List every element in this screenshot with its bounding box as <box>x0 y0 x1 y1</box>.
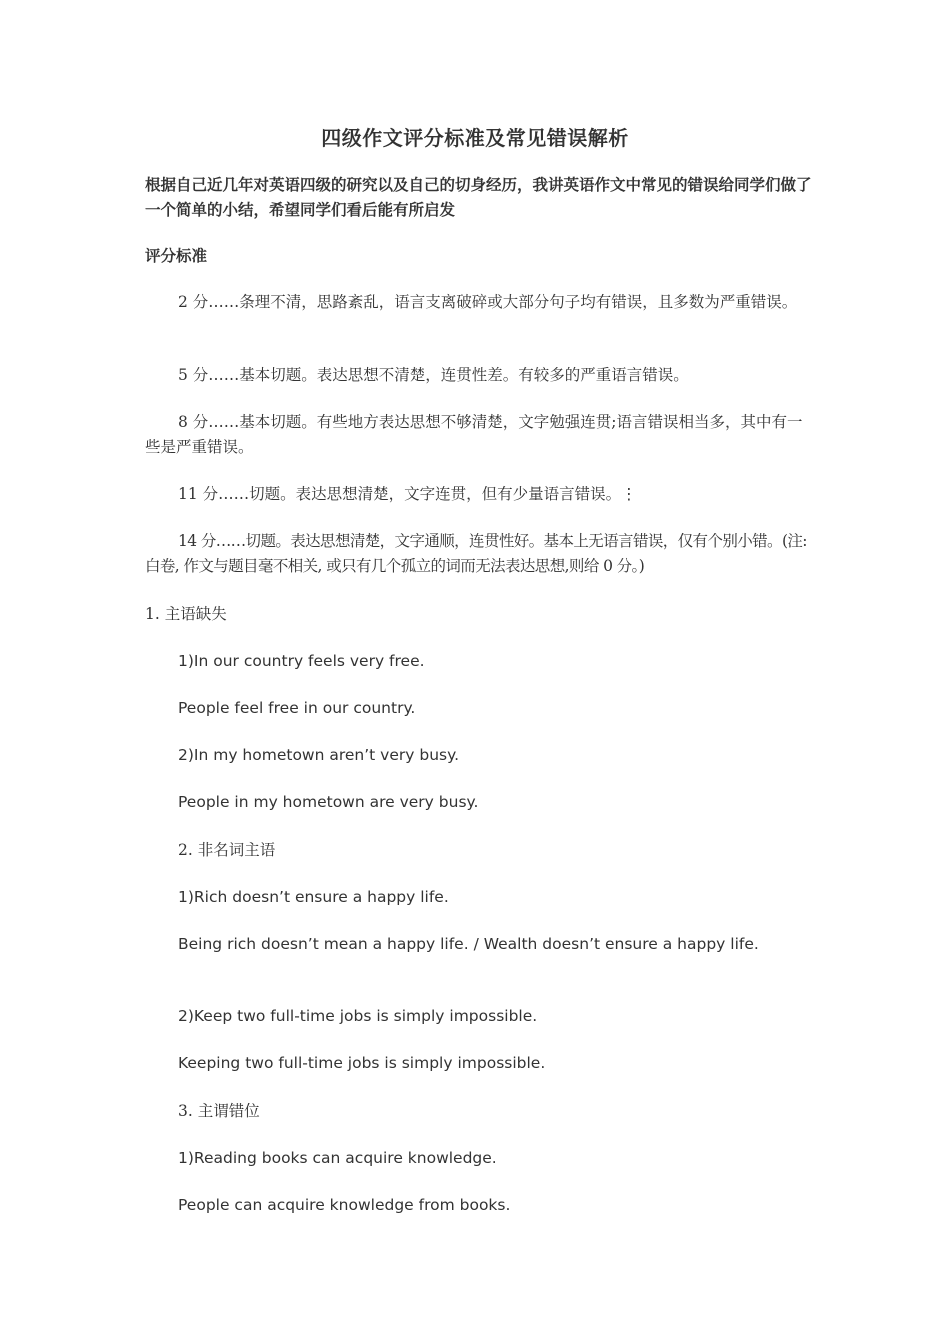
error-1-sentence-2: People feel free in our country. <box>178 699 416 717</box>
error-1-sentence-3: 2)In my hometown aren’t very busy. <box>178 746 459 764</box>
error-2-sentence-1: 1)Rich doesn’t ensure a happy life. <box>178 888 449 906</box>
section-heading: 评分标准 <box>145 247 208 265</box>
error-2-sentence-3: 2)Keep two full-time jobs is simply impossible. <box>178 1007 538 1025</box>
score-item-8: 8 分……基本切题。有些地方表达思想不够清楚，文字勉强连贯;语言错误相当多，其中有一些是严重错误。 <box>145 413 803 456</box>
error-1-sentence-4: People in my hometown are very busy. <box>178 793 479 811</box>
error-1-sentence-1: 1)In our country feels very free. <box>178 652 425 670</box>
score-item-2: 2 分……条理不清，思路紊乱，语言支离破碎或大部分句子均有错误，且多数为严重错误。 <box>178 293 798 311</box>
score-item-14: 14 分……切题。表达思想清楚，文字通顺，连贯性好。基本上无语言错误，仅有个别小错。(注: 白卷, 作文与题目毫不相关, 或只有几个孤立的词而无法表达思想,则给 0 分。) <box>145 532 807 575</box>
document-title: 四级作文评分标准及常见错误解析 <box>321 126 629 150</box>
error-2-sentence-2: Being rich doesn’t mean a happy life. / Wealth doesn’t ensure a happy life. <box>178 935 759 953</box>
error-heading-2: 2. 非名词主语 <box>178 841 276 859</box>
intro-paragraph: 根据自己近几年对英语四级的研究以及自己的切身经历，我讲英语作文中常见的错误给同学们做了一个简单的小结，希望同学们看后能有所启发 <box>145 176 812 219</box>
error-3-sentence-2: People can acquire knowledge from books. <box>178 1196 511 1214</box>
error-3-sentence-1: 1)Reading books can acquire knowledge. <box>178 1149 497 1167</box>
score-item-11: 11 分……切题。表达思想清楚，文字连贯，但有少量语言错误。⋮ <box>178 485 637 503</box>
score-item-5: 5 分……基本切题。表达思想不清楚，连贯性差。有较多的严重语言错误。 <box>178 366 689 384</box>
error-heading-3: 3. 主谓错位 <box>178 1102 260 1120</box>
error-2-sentence-4: Keeping two full-time jobs is simply impossible. <box>178 1054 546 1072</box>
error-heading-1: 1. 主语缺失 <box>145 605 227 623</box>
